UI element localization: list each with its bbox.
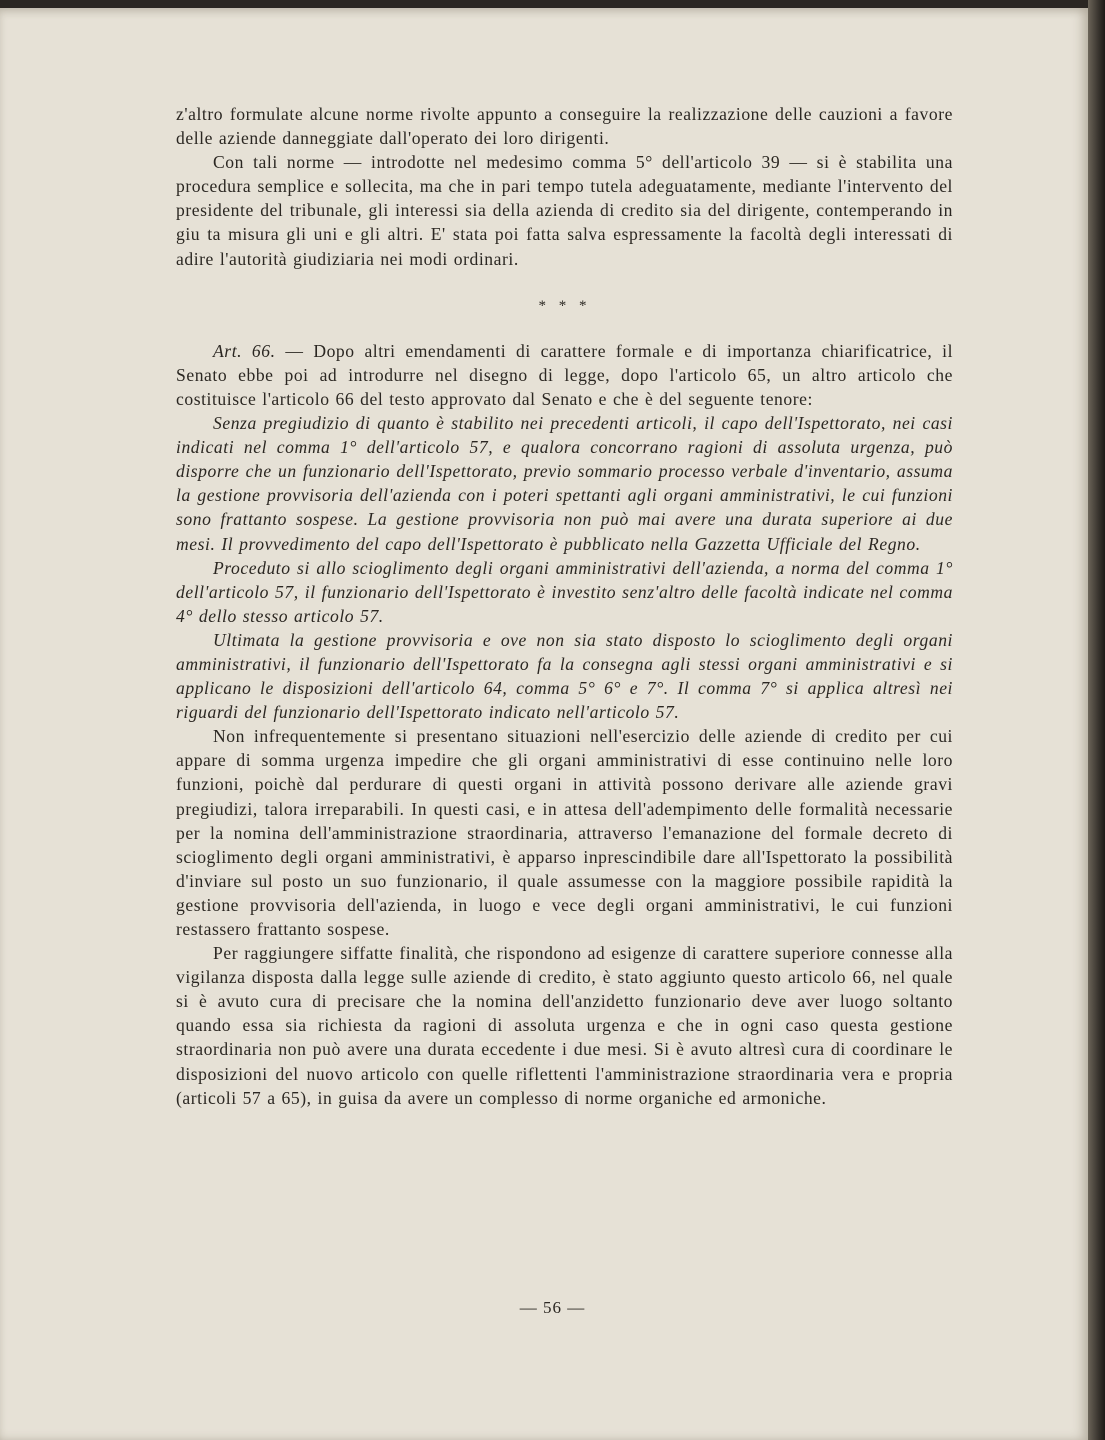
article-label: Art. 66. [213, 340, 276, 361]
paragraph-continuation: z'altro formulate alcune norme rivolte appunto a conseguire la realizzazione delle cauzioni a favore delle aziende danneggiate dall'operato dei loro dirigenti. [176, 104, 953, 149]
quoted-paragraph-3: Ultimata la gestione provvisoria e ove non sia stato disposto lo scioglimento degli organi amministrativi, il funzionario dell'Ispettorato fa la consegna agli stessi organi amministrativi e si applicano le disposizioni dell'articolo 64, comma 5° 6° e 7°. Il comma 7° si applica altresì nei riguardi del funzionario dell'Ispettorato indicato nell'articolo 57. [176, 629, 953, 723]
paragraph-norme: Con tali norme — introdotte nel medesimo comma 5° dell'articolo 39 — si è stabilita una procedura semplice e sollecita, ma che in pari tempo tutela adeguatamente, mediante l'intervento del presidente del tribunale, gli interessi sia della azienda di credito sia del dirigente, contemperando in giu ta misura gli uni e gli altri. E' stata poi fatta salva espressamente la facoltà degli interessati di adire l'autorità giudiziaria nei modi ordinari. [176, 152, 953, 269]
page-number: — 56 — [519, 1298, 586, 1317]
book-spine-edge [1088, 0, 1105, 1440]
body-text [176, 102, 953, 1110]
paragraph-art-66 [176, 339, 953, 411]
paragraph-commentary-1: Non infrequentemente si presentano situazioni nell'esercizio delle aziende di credito per cui appare di somma urgenza impedire che gli organi amministrativi di esse continuino nelle loro funzioni, poichè dal perdurare di questi organi in attività possono derivare alle aziende gravi pregiudizi, talora irreparabili. In questi casi, e in attesa dell'adempimento delle formalità necessarie per la nomina dell'amministrazione straordinaria, attraverso l'emanazione del formale decreto di scioglimento degli organi amministrativi, è apparso inprescindibile dare all'Ispettorato la possibilità d'inviare sul posto un suo funzionario, il quale assumesse con la maggiore possibile rapidità la gestione provvisoria dell'azienda, in luogo e vece degli organi amministrativi, le cui funzioni restassero frattanto sospese. [176, 726, 953, 939]
article-intro: — Dopo altri emendamenti di carattere formale e di importanza chiarificatrice, il Senato ebbe poi ad introdurre nel disegno di legge, dopo l'articolo 65, un altro articolo che costituisce l'articolo 66 del testo approvato dal Senato e che è del seguente tenore: [176, 340, 954, 409]
quoted-paragraph-2: Proceduto si allo scioglimento degli organi amministrativi dell'azienda, a norma del comma 1° dell'articolo 57, il funzionario dell'Ispettorato è investito senz'altro delle facoltà indicate nel comma 4° dello stesso articolo 57. [176, 557, 953, 626]
document-page [0, 8, 1088, 1440]
quoted-paragraph-1: Senza pregiudizio di quanto è stabilito nei precedenti articoli, il capo dell'Ispettorato, nei casi indicati nel comma 1° dell'articolo 57, e qualora concorrano ragioni di assoluta urgenza, può disporre che un funzionario dell'Ispettorato, previo sommario processo verbale d'inventario, assuma la gestione provvisoria dell'azienda con i poteri spettanti agli organi amministrativi, le cui funzioni sono frattanto sospese. La gestione provvisoria non può mai avere una durata superiore ai due mesi. Il provvedimento del capo dell'Ispettorato è pubblicato nella Gazzetta Ufficiale del Regno. [176, 413, 953, 554]
paragraph-commentary-2: Per raggiungere siffatte finalità, che rispondono ad esigenze di carattere superiore connesse alla vigilanza disposta dalla legge sulle aziende di credito, è stato aggiunto questo articolo 66, nel quale si è avuto cura di precisare che la nomina dell'anzidetto funzionario deve aver luogo soltanto quando essa sia richiesta da ragioni di assoluta urgenza e che in ogni caso questa gestione straordinaria non può avere una durata eccedente i due mesi. Si è avuto altresì cura di coordinare le disposizioni del nuovo articolo con quelle riflettenti l'amministrazione straordinaria vera e propria (articoli 57 a 65), in guisa da avere un complesso di norme organiche ed armoniche. [176, 943, 953, 1108]
section-separator: * * * [538, 297, 591, 314]
